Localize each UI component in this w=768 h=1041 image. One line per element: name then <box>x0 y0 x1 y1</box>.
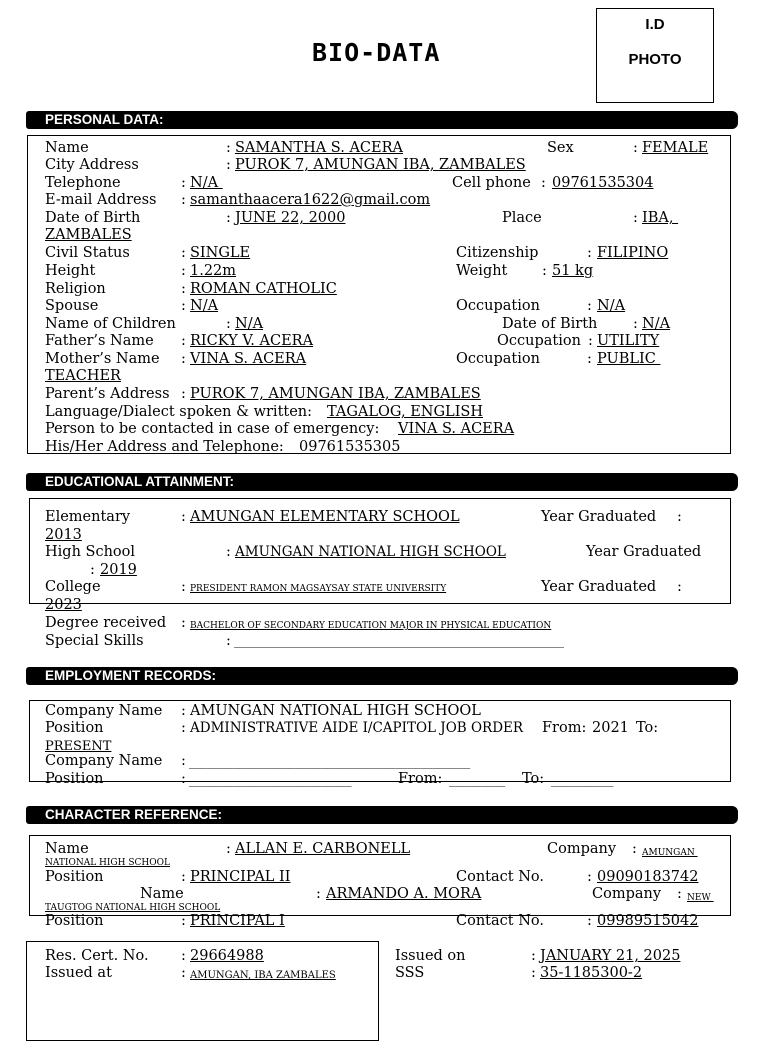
label-special-skills: Special Skills <box>45 633 144 649</box>
value-date-of-birth: JUNE 22, 2000 <box>235 210 346 226</box>
label-telephone: Telephone <box>45 175 121 191</box>
employment-content <box>29 700 731 787</box>
label-issued-on: Issued on <box>395 948 466 964</box>
value-mother-occupation-cont: TEACHER <box>45 368 121 384</box>
label-res-cert: Res. Cert. No. <box>45 948 149 964</box>
value-ref-name-2: ARMANDO A. MORA <box>326 886 482 902</box>
value-sss: 35-1185300-2 <box>540 965 643 981</box>
label-from: From: <box>542 720 587 736</box>
value-college: PRESIDENT RAMON MAGSAYSAY STATE UNIVERSITY <box>190 584 447 594</box>
colon: : <box>181 720 186 736</box>
label-ref-company-1: Company <box>547 841 617 857</box>
personal-data-content <box>27 135 731 454</box>
label-parent-address: Parent’s Address <box>45 386 170 402</box>
label-email: E-mail Address <box>45 192 157 208</box>
label-degree: Degree received <box>45 615 167 631</box>
label-ref-name-1: Name <box>45 841 89 857</box>
value-email: samanthaacera1622@gmail.com <box>190 192 431 208</box>
special-skills-blank: _______________________________________________________ <box>234 634 564 648</box>
colon: : <box>633 316 638 332</box>
colon: : <box>226 210 231 226</box>
value-children-dob: N/A <box>642 316 671 332</box>
label-ref-contact-1: Contact No. <box>456 869 544 885</box>
photo-label-id: I.D <box>645 16 665 33</box>
label-mother-occupation: Occupation <box>456 351 540 367</box>
value-ref-contact-2: 09989515042 <box>597 913 699 929</box>
colon: : <box>316 886 321 902</box>
colon: : <box>181 579 186 595</box>
value-civil-status: SINGLE <box>190 245 251 261</box>
value-ref-position-1: PRINCIPAL II <box>190 869 291 885</box>
value-ref-company-2: NEW <box>687 893 714 903</box>
label-year-graduated: Year Graduated <box>541 509 657 525</box>
label-sex: Sex <box>547 140 574 156</box>
value-cell-phone: 09761535304 <box>552 175 654 191</box>
position-2-blank: __________________________ <box>189 772 352 787</box>
colon: : <box>181 245 186 261</box>
value-place: IBA, <box>642 210 679 226</box>
label-high-school: High School <box>45 544 136 560</box>
colon: : <box>181 753 186 769</box>
value-issued-on: JANUARY 21, 2025 <box>540 948 681 964</box>
colon: : <box>226 841 231 857</box>
colon: : <box>181 386 186 402</box>
label-company-name: Company Name <box>45 703 163 719</box>
value-religion: ROMAN CATHOLIC <box>190 281 337 297</box>
label-religion: Religion <box>45 281 106 297</box>
label-from-2: From: <box>398 771 443 787</box>
colon: : <box>677 509 682 525</box>
label-date-of-birth: Date of Birth <box>45 210 141 226</box>
value-res-cert: 29664988 <box>190 948 264 964</box>
label-position: Position <box>45 720 104 736</box>
label-spouse: Spouse <box>45 298 99 314</box>
colon: : <box>677 579 682 595</box>
colon: : <box>181 192 186 208</box>
colon: : <box>542 263 547 279</box>
colon: : <box>181 298 186 314</box>
value-company-name: AMUNGAN NATIONAL HIGH SCHOOL <box>190 703 481 719</box>
colon: : <box>633 210 638 226</box>
label-father-occupation: Occupation <box>497 333 581 349</box>
colon: : <box>181 509 186 525</box>
value-spouse: N/A <box>190 298 219 314</box>
colon: : <box>181 965 186 981</box>
label-place: Place <box>502 210 542 226</box>
colon: : <box>181 703 186 719</box>
value-position: ADMINISTRATIVE AIDE I/CAPITOL JOB ORDER <box>190 720 524 736</box>
colon: : <box>226 544 231 560</box>
label-children-dob: Date of Birth <box>502 316 598 332</box>
label-city-address: City Address <box>45 157 139 173</box>
value-place-cont: ZAMBALES <box>45 227 132 243</box>
value-father: RICKY V. ACERA <box>190 333 314 349</box>
label-company-name-2: Company Name <box>45 753 163 769</box>
value-ref-contact-1: 09090183742 <box>597 869 699 885</box>
value-height: 1.22m <box>190 263 237 279</box>
label-father: Father’s Name <box>45 333 154 349</box>
colon: : <box>181 771 186 787</box>
label-to-2: To: <box>522 771 545 787</box>
label-language: Language/Dialect spoken & written: <box>45 404 313 420</box>
label-issued-at: Issued at <box>45 965 112 981</box>
label-ref-contact-2: Contact No. <box>456 913 544 929</box>
id-photo-box <box>596 8 714 103</box>
colon: : <box>181 333 186 349</box>
colon: : <box>588 333 593 349</box>
label-to: To: <box>636 720 659 736</box>
label-citizenship: Citizenship <box>456 245 539 261</box>
company-name-2-blank: _____________________________________________ <box>189 754 471 769</box>
label-cell-phone: Cell phone <box>452 175 531 191</box>
value-high-school: AMUNGAN NATIONAL HIGH SCHOOL <box>235 544 506 560</box>
colon: : <box>531 948 536 964</box>
value-mother-occupation: PUBLIC <box>597 351 661 367</box>
colon: : <box>226 316 231 332</box>
value-issued-at: AMUNGAN, IBA ZAMBALES <box>190 970 336 981</box>
colon: : <box>226 140 231 156</box>
document-title: BIO-DATA <box>312 38 441 67</box>
value-to: PRESENT <box>45 739 112 754</box>
label-college: College <box>45 579 101 595</box>
colon: : <box>181 263 186 279</box>
colon: : <box>226 633 231 649</box>
value-language: TAGALOG, ENGLISH <box>327 404 483 420</box>
to-2-blank: __________ <box>551 772 614 787</box>
value-citizenship: FILIPINO <box>597 245 669 261</box>
value-ref-position-2: PRINCIPAL I <box>190 913 285 929</box>
value-from: 2021 <box>592 720 629 736</box>
colon: : <box>587 913 592 929</box>
value-his-her-address: 09761535305 <box>299 439 401 455</box>
label-ref-name-2: Name <box>140 886 184 902</box>
label-year-graduated: Year Graduated <box>586 544 702 560</box>
section-header-personal: PERSONAL DATA: <box>26 111 738 129</box>
label-his-her-address: His/Her Address and Telephone: <box>45 439 284 455</box>
colon: : <box>181 351 186 367</box>
label-civil-status: Civil Status <box>45 245 130 261</box>
colon: : <box>181 175 186 191</box>
value-elementary: AMUNGAN ELEMENTARY SCHOOL <box>190 509 460 525</box>
label-children: Name of Children <box>45 316 176 332</box>
value-ref-company-1: AMUNGAN <box>642 848 698 858</box>
colon: : <box>181 615 186 631</box>
value-telephone: N/A <box>190 175 223 191</box>
colon: : <box>587 298 592 314</box>
value-college-year: 2023 <box>45 597 82 613</box>
from-2-blank: _________ <box>449 772 506 787</box>
label-ref-position-2: Position <box>45 913 104 929</box>
value-mother: VINA S. ACERA <box>190 351 307 367</box>
label-ref-position-1: Position <box>45 869 104 885</box>
colon: : <box>226 157 231 173</box>
section-header-employment: EMPLOYMENT RECORDS: <box>26 667 738 685</box>
value-children: N/A <box>235 316 264 332</box>
label-name: Name <box>45 140 89 156</box>
colon: : <box>677 886 682 902</box>
label-mother: Mother’s Name <box>45 351 160 367</box>
value-emergency-contact: VINA S. ACERA <box>398 421 515 437</box>
colon: : <box>181 948 186 964</box>
reference-content <box>29 835 731 929</box>
colon: : <box>181 913 186 929</box>
label-elementary: Elementary <box>45 509 131 525</box>
education-content <box>29 498 731 613</box>
value-sex: FEMALE <box>642 140 709 156</box>
label-emergency-contact: Person to be contacted in case of emergency: <box>45 421 380 437</box>
value-parent-address: PUROK 7, AMUNGAN IBA, ZAMBALES <box>190 386 481 402</box>
section-header-education: EDUCATIONAL ATTAINMENT: <box>26 473 738 491</box>
section-header-reference: CHARACTER REFERENCE: <box>26 806 738 824</box>
value-city-address: PUROK 7, AMUNGAN IBA, ZAMBALES <box>235 157 526 173</box>
value-high-school-year: 2019 <box>100 562 137 578</box>
value-ref-company-2-cont: TAUGTOG NATIONAL HIGH SCHOOL <box>45 903 221 913</box>
value-father-occupation: UTILITY <box>597 333 660 349</box>
value-weight: 51 kg <box>552 263 594 279</box>
label-position-2: Position <box>45 771 104 787</box>
label-year-graduated: Year Graduated <box>541 579 657 595</box>
colon: : <box>181 281 186 297</box>
value-elementary-year: 2013 <box>45 527 82 543</box>
colon: : <box>90 562 95 578</box>
colon: : <box>541 175 546 191</box>
value-name: SAMANTHA S. ACERA <box>235 140 403 156</box>
label-weight: Weight <box>456 263 508 279</box>
value-ref-name-1: ALLAN E. CARBONELL <box>235 841 411 857</box>
colon: : <box>587 869 592 885</box>
label-sss: SSS <box>395 965 425 981</box>
photo-label-photo: PHOTO <box>628 51 682 68</box>
label-height: Height <box>45 263 96 279</box>
label-spouse-occupation: Occupation <box>456 298 540 314</box>
label-ref-company-2: Company <box>592 886 662 902</box>
colon: : <box>181 869 186 885</box>
value-ref-company-1-cont: NATIONAL HIGH SCHOOL <box>45 858 170 868</box>
value-degree: BACHELOR OF SECONDARY EDUCATION MAJOR IN PHYSICAL EDUCATION <box>190 621 552 631</box>
colon: : <box>633 140 638 156</box>
colon: : <box>587 245 592 261</box>
colon: : <box>587 351 592 367</box>
colon: : <box>531 965 536 981</box>
value-spouse-occupation: N/A <box>597 298 626 314</box>
colon: : <box>632 841 637 857</box>
